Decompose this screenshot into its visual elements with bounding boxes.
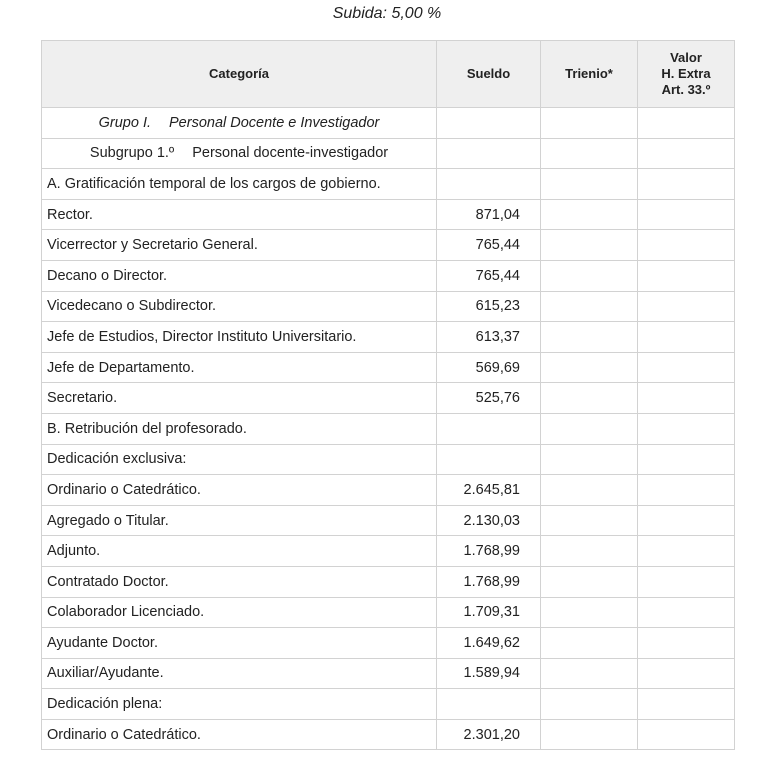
cell-trienio — [541, 322, 638, 353]
table-row — [42, 352, 735, 383]
cell-trienio — [541, 628, 638, 659]
cell-categoria: Secretario. — [42, 383, 437, 414]
cell-trienio — [541, 199, 638, 230]
cell-valor — [638, 505, 735, 536]
table-body — [42, 108, 735, 750]
subgroup-row — [42, 138, 735, 169]
cell-trienio — [541, 536, 638, 567]
cell-sueldo — [437, 413, 541, 444]
table-row — [42, 199, 735, 230]
cell-valor — [638, 719, 735, 750]
subgroup-valor-cell — [638, 138, 735, 169]
cell-sueldo: 765,44 — [437, 230, 541, 261]
cell-valor — [638, 689, 735, 720]
cell-trienio — [541, 566, 638, 597]
table-row — [42, 719, 735, 750]
cell-trienio — [541, 230, 638, 261]
header-valor-line1: Valor — [670, 50, 702, 65]
table-header — [42, 41, 735, 108]
group-row — [42, 108, 735, 139]
cell-categoria: A. Gratificación temporal de los cargos de gobierno. — [42, 169, 437, 200]
cell-sueldo: 1.709,31 — [437, 597, 541, 628]
cell-categoria: Jefe de Departamento. — [42, 352, 437, 383]
cell-categoria: Jefe de Estudios, Director Instituto Universitario. — [42, 322, 437, 353]
header-sueldo: Sueldo — [437, 41, 541, 108]
cell-valor — [638, 566, 735, 597]
table-row — [42, 505, 735, 536]
cell-sueldo: 1.768,99 — [437, 536, 541, 567]
group-sueldo-cell — [437, 108, 541, 139]
cell-valor — [638, 291, 735, 322]
cell-categoria: Ayudante Doctor. — [42, 628, 437, 659]
cell-sueldo — [437, 444, 541, 475]
table-row — [42, 658, 735, 689]
cell-valor — [638, 536, 735, 567]
header-valor-h-extra — [638, 41, 735, 108]
table-row — [42, 689, 735, 720]
subgroup-cell — [42, 138, 437, 169]
subgroup-trienio-cell — [541, 138, 638, 169]
table-row — [42, 444, 735, 475]
cell-valor — [638, 444, 735, 475]
cell-categoria: Rector. — [42, 199, 437, 230]
group-label: Grupo I. — [98, 114, 151, 131]
cell-trienio — [541, 719, 638, 750]
cell-valor — [638, 322, 735, 353]
cell-trienio — [541, 689, 638, 720]
cell-sueldo: 765,44 — [437, 260, 541, 291]
cell-valor — [638, 352, 735, 383]
table-row — [42, 628, 735, 659]
table-row — [42, 291, 735, 322]
cell-categoria: Dedicación plena: — [42, 689, 437, 720]
cell-categoria: Vicerrector y Secretario General. — [42, 230, 437, 261]
cell-trienio — [541, 169, 638, 200]
cell-trienio — [541, 413, 638, 444]
cell-sueldo: 1.589,94 — [437, 658, 541, 689]
header-row — [42, 41, 735, 108]
cell-valor — [638, 628, 735, 659]
cell-trienio — [541, 383, 638, 414]
cell-valor — [638, 475, 735, 506]
cell-valor — [638, 199, 735, 230]
cell-categoria: Decano o Director. — [42, 260, 437, 291]
cell-trienio — [541, 475, 638, 506]
cell-valor — [638, 383, 735, 414]
cell-categoria: Colaborador Licenciado. — [42, 597, 437, 628]
cell-valor — [638, 169, 735, 200]
cell-valor — [638, 230, 735, 261]
cell-categoria: Contratado Doctor. — [42, 566, 437, 597]
header-valor-line3: Art. 33.º — [661, 82, 711, 97]
cell-valor — [638, 260, 735, 291]
subgroup-sueldo-cell — [437, 138, 541, 169]
cell-valor — [638, 658, 735, 689]
cell-sueldo: 613,37 — [437, 322, 541, 353]
cell-trienio — [541, 444, 638, 475]
table-row — [42, 260, 735, 291]
table-row — [42, 322, 735, 353]
cell-trienio — [541, 658, 638, 689]
cell-sueldo — [437, 169, 541, 200]
table-row — [42, 169, 735, 200]
subgroup-label: Subgrupo 1.º — [89, 145, 175, 162]
cell-sueldo: 2.130,03 — [437, 505, 541, 536]
table-row — [42, 475, 735, 506]
header-valor-line2: H. Extra — [661, 66, 711, 81]
group-valor-cell — [638, 108, 735, 139]
cell-categoria: Adjunto. — [42, 536, 437, 567]
table-row — [42, 536, 735, 567]
cell-sueldo: 615,23 — [437, 291, 541, 322]
table-row — [42, 413, 735, 444]
header-trienio: Trienio* — [541, 41, 638, 108]
table-row — [42, 383, 735, 414]
group-trienio-cell — [541, 108, 638, 139]
table-caption: Subida: 5,00 % — [332, 5, 442, 22]
table-row — [42, 597, 735, 628]
cell-categoria: Vicedecano o Subdirector. — [42, 291, 437, 322]
salary-table — [41, 40, 735, 750]
cell-valor — [638, 413, 735, 444]
cell-trienio — [541, 260, 638, 291]
cell-categoria: Ordinario o Catedrático. — [42, 475, 437, 506]
cell-sueldo: 525,76 — [437, 383, 541, 414]
header-categoria: Categoría — [42, 41, 437, 108]
cell-sueldo: 871,04 — [437, 199, 541, 230]
cell-categoria: Auxiliar/Ayudante. — [42, 658, 437, 689]
cell-trienio — [541, 352, 638, 383]
subgroup-title: Personal docente-investigador — [192, 145, 389, 162]
group-cell — [42, 108, 437, 139]
table-row — [42, 230, 735, 261]
cell-categoria: Ordinario o Catedrático. — [42, 719, 437, 750]
cell-trienio — [541, 291, 638, 322]
cell-categoria: Dedicación exclusiva: — [42, 444, 437, 475]
group-title: Personal Docente e Investigador — [169, 114, 380, 131]
table-row — [42, 566, 735, 597]
cell-sueldo — [437, 689, 541, 720]
cell-sueldo: 569,69 — [437, 352, 541, 383]
cell-sueldo: 1.768,99 — [437, 566, 541, 597]
cell-sueldo: 1.649,62 — [437, 628, 541, 659]
cell-sueldo: 2.301,20 — [437, 719, 541, 750]
cell-valor — [638, 597, 735, 628]
cell-categoria: B. Retribución del profesorado. — [42, 413, 437, 444]
cell-categoria: Agregado o Titular. — [42, 505, 437, 536]
cell-trienio — [541, 597, 638, 628]
cell-trienio — [541, 505, 638, 536]
cell-sueldo: 2.645,81 — [437, 475, 541, 506]
